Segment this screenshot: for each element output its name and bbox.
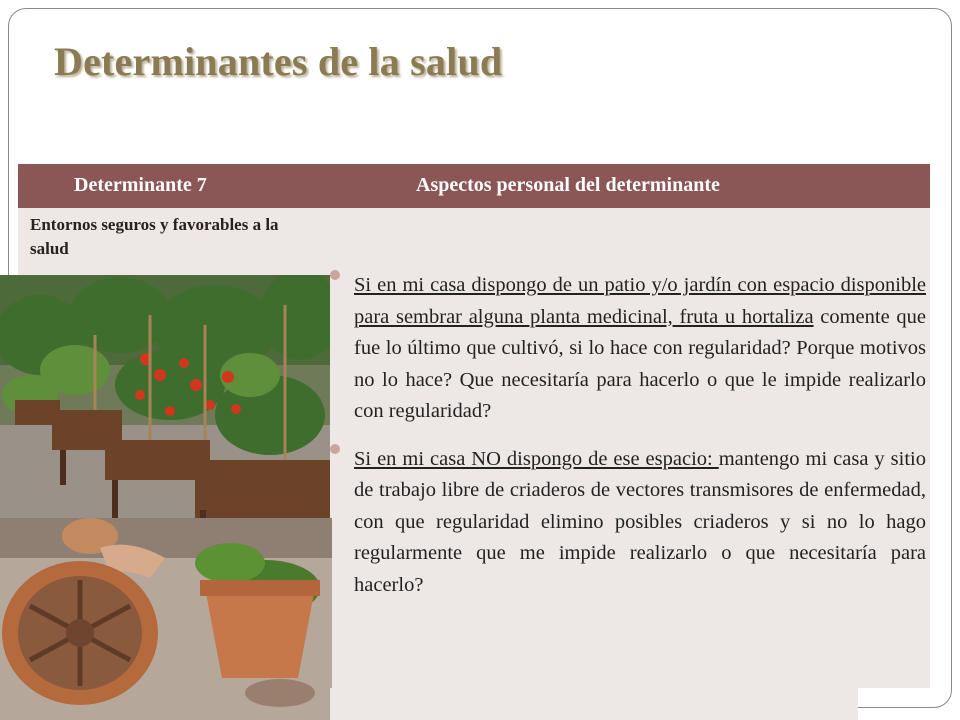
bullet-underlined-text: Si en mi casa dispongo de un patio y/o jardín con espacio disponible para sembrar alguna planta medicinal, fruta u hortaliza — [354, 274, 926, 328]
header-personal-aspects: Aspectos personal del determinante — [416, 174, 720, 196]
bullet-item-with-space — [330, 270, 926, 428]
raised-garden-beds-photo — [0, 275, 330, 518]
determinant-label: Entornos seguros y favorables a la salud — [30, 215, 279, 258]
header-determinant: Determinante 7 — [74, 174, 207, 196]
table-header-row — [18, 164, 930, 208]
bullet-dot-icon — [330, 444, 340, 454]
plant-pot-saucer-photo — [0, 518, 332, 720]
bullet-item-without-space — [330, 444, 926, 602]
bullet-underlined-text: Si en mi casa NO dispongo de ese espacio: — [354, 447, 719, 470]
bullet-body-text: mantengo mi casa y sitio de trabajo libre de criaderos de vectores transmisores de enfermedad, con que regularidad elimino posibles criaderos y si no lo hago regularmente que me impide realizarlo o que necesitaría para hacerlo? — [354, 447, 926, 596]
personal-aspects-list — [330, 270, 926, 601]
slide-title: Determinantes de la salud — [54, 39, 503, 84]
bullet-dot-icon — [330, 270, 340, 280]
bullet-body-text: comente que fue lo último que cultivó, si lo hace con regularidad? Porque motivos no lo hace? Que necesitaría para hacerlo o que le impide realizarlo con regularidad? — [354, 305, 926, 422]
table-bottom-strip — [330, 688, 858, 720]
